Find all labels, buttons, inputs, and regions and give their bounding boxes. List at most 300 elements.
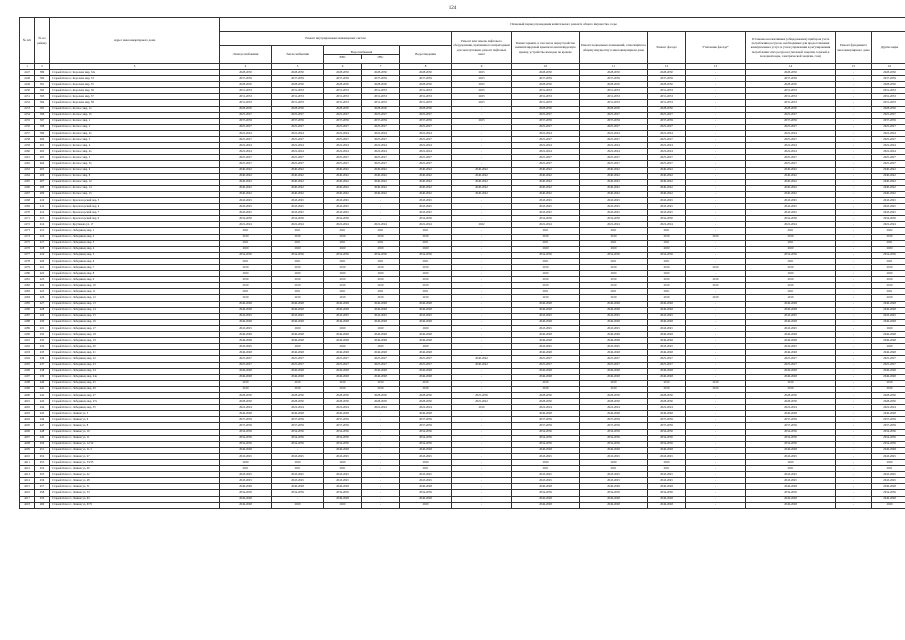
table-cell: - — [836, 411, 872, 417]
table-cell: 2040-2042 — [362, 179, 400, 185]
table-cell: 407 — [35, 179, 50, 185]
table-cell: - — [452, 466, 512, 472]
table-cell: 2046-2048 — [872, 447, 905, 453]
table-cell: 2037-2039 — [872, 423, 905, 429]
table-cell: 2040-2042 — [362, 191, 400, 197]
table-cell: 2020 — [362, 246, 400, 252]
header-roof: Ремонт крыши, в том числе переустройство невентилируемой крыши на вентилируемую крышу, устройство выходов на кровлю — [512, 32, 580, 64]
address-cell: Старый Оскол г, Лебединец мкр, 18 — [50, 332, 220, 338]
table-header — [20, 18, 905, 70]
table-cell: 2025-2027 — [400, 124, 452, 130]
table-cell: 4192 — [20, 344, 35, 350]
table-cell: 2046-2048 — [362, 350, 400, 356]
table-cell: - — [836, 313, 872, 319]
table-cell: 2040-2042 — [872, 167, 905, 173]
table-cell: 2043-2045 — [324, 204, 362, 210]
table-cell: 4195 — [20, 362, 35, 368]
table-cell: 2028-2030 — [648, 106, 686, 112]
table-cell: - — [686, 338, 746, 344]
table-cell: - — [686, 70, 746, 76]
table-cell: 439 — [35, 374, 50, 380]
address-cell: Старый Оскол г, Лебединец мкр, 2 — [50, 234, 220, 240]
table-cell: - — [362, 210, 400, 216]
header-hvs: ХВС — [324, 55, 362, 59]
table-cell: 2019 — [648, 295, 686, 301]
table-cell: 2034-2036 — [512, 216, 580, 222]
table-cell: 2031-2033 — [324, 100, 362, 106]
table-cell: 2040-2042 — [324, 167, 362, 173]
table-cell: 4210 — [20, 453, 35, 459]
table-cell: 4164 — [20, 173, 35, 179]
table-cell: 2028-2030 — [512, 82, 580, 88]
table-cell: 2028-2030 — [400, 70, 452, 76]
table-cell: 2025-2027 — [872, 137, 905, 143]
table-cell: 2043-2045 — [746, 453, 836, 459]
table-cell: 2046-2048 — [324, 368, 362, 374]
table-cell: 2046-2048 — [220, 338, 272, 344]
table-cell: 2043-2045 — [580, 210, 648, 216]
table-cell: 2043-2045 — [272, 210, 324, 216]
table-cell: 2019 — [324, 265, 362, 271]
table-cell: 2040-2042 — [452, 356, 512, 362]
table-cell: 2043-2045 — [220, 472, 272, 478]
table-cell: 454 — [35, 466, 50, 472]
table-cell: 2031-2033 — [872, 94, 905, 100]
table-cell: 403 — [35, 155, 50, 161]
table-cell: 2034-2036 — [512, 435, 580, 441]
table-cell: - — [452, 313, 512, 319]
table-cell: 2046-2048 — [272, 338, 324, 344]
table-cell: 2031-2033 — [580, 100, 648, 106]
table-cell: 2019 — [400, 283, 452, 289]
table-cell: 2046-2048 — [872, 411, 905, 417]
table-cell: 2046-2048 — [648, 319, 686, 325]
table-body — [20, 70, 905, 509]
table-cell: 2021 — [272, 228, 324, 234]
table-cell: 2019 — [272, 386, 324, 392]
header-elevator: Ремонт или замена лифтового оборудования, признанного непригодным для эксплуатации, ремонт лифтовых шахт — [452, 32, 512, 64]
table-cell: 2025-2027 — [362, 356, 400, 362]
table-cell: 2028-2030 — [400, 82, 452, 88]
table-cell: - — [836, 228, 872, 234]
table-cell: - — [836, 161, 872, 167]
table-cell: - — [836, 399, 872, 405]
table-cell: 2019 — [872, 380, 905, 386]
table-cell: 2028-2030 — [324, 106, 362, 112]
table-cell: 2025-2027 — [272, 161, 324, 167]
table-cell: 2025-2027 — [580, 124, 648, 130]
address-cell: Старый Оскол г, Космос мкр, 3 — [50, 137, 220, 143]
table-cell: - — [836, 362, 872, 368]
table-cell: 2021 — [272, 240, 324, 246]
table-cell: 2043-2045 — [512, 313, 580, 319]
table-cell: 2034-2036 — [746, 429, 836, 435]
table-cell: 2019 — [400, 380, 452, 386]
table-cell: 2046-2048 — [220, 307, 272, 313]
table-cell: 2043-2045 — [580, 204, 648, 210]
column-number: 7 — [362, 64, 400, 70]
table-cell: 2022-2024 — [580, 149, 648, 155]
table-cell: 2022-2024 — [580, 222, 648, 228]
table-cell: 2046-2048 — [746, 502, 836, 508]
table-cell: - — [686, 137, 746, 143]
table-cell: - — [836, 319, 872, 325]
table-cell: - — [836, 380, 872, 386]
table-cell: 2023 — [452, 94, 512, 100]
table-cell: 2025-2027 — [324, 112, 362, 118]
table-cell: 2022-2024 — [220, 149, 272, 155]
table-cell: 2020 — [872, 460, 905, 466]
table-cell: - — [452, 155, 512, 161]
table-cell: 2040-2042 — [400, 191, 452, 197]
table-cell: - — [836, 332, 872, 338]
table-cell: 2046-2048 — [648, 374, 686, 380]
table-cell: 2040-2042 — [452, 179, 512, 185]
table-cell: 2025-2027 — [324, 161, 362, 167]
table-cell: 2046-2048 — [512, 319, 580, 325]
table-cell: - — [686, 490, 746, 496]
table-cell: - — [836, 271, 872, 277]
table-cell: 4168 — [20, 197, 35, 203]
table-cell: 430 — [35, 319, 50, 325]
table-cell: 2043-2045 — [512, 204, 580, 210]
table-cell: 2020 — [746, 460, 836, 466]
table-cell: 2037-2039 — [746, 76, 836, 82]
table-cell: - — [686, 197, 746, 203]
table-cell: 458 — [35, 490, 50, 496]
address-cell: Старый Оскол г, Ленина ул, 3 — [50, 411, 220, 417]
table-cell: 2031-2033 — [324, 88, 362, 94]
table-cell: 4161 — [20, 155, 35, 161]
address-cell: Старый Оскол г, Космос мкр, 4а — [50, 149, 220, 155]
table-cell: 2019 — [400, 265, 452, 271]
table-cell: 2025-2027 — [400, 356, 452, 362]
table-cell: 2028-2030 — [362, 392, 400, 398]
table-cell: 2022-2024 — [512, 222, 580, 228]
column-number: 2 — [35, 64, 50, 70]
table-cell: 2046-2048 — [746, 447, 836, 453]
table-cell: 2046-2048 — [512, 332, 580, 338]
table-cell: 2019 — [324, 283, 362, 289]
table-cell: 2025-2027 — [648, 155, 686, 161]
table-cell: 2021 — [648, 466, 686, 472]
table-cell: 404 — [35, 161, 50, 167]
table-cell: 2025-2027 — [648, 112, 686, 118]
table-cell: 2043-2045 — [580, 313, 648, 319]
table-cell: - — [452, 386, 512, 392]
table-cell: 4174 — [20, 234, 35, 240]
table-cell: 2021 — [872, 258, 905, 264]
table-cell: 2025-2027 — [648, 356, 686, 362]
table-cell: 416 — [35, 234, 50, 240]
address-cell: Старый Оскол г, Лебединец мкр, 6 — [50, 258, 220, 264]
table-cell: 2019 — [272, 380, 324, 386]
address-cell: Старый Оскол г, Космос мкр, 15 — [50, 191, 220, 197]
table-cell: 2025-2027 — [872, 161, 905, 167]
table-cell: 2043-2045 — [400, 197, 452, 203]
table-cell: - — [362, 460, 400, 466]
table-cell: 2043-2045 — [512, 197, 580, 203]
table-cell: - — [686, 252, 746, 258]
table-cell: 2040-2042 — [324, 179, 362, 185]
table-cell: 2037-2039 — [272, 417, 324, 423]
table-cell: 2046-2048 — [220, 374, 272, 380]
table-cell: - — [686, 216, 746, 222]
address-cell: Старый Оскол г, Ленина ул, 53 — [50, 490, 220, 496]
table-cell: 397 — [35, 118, 50, 124]
table-cell: 2019 — [324, 386, 362, 392]
table-cell: 2021 — [362, 240, 400, 246]
table-cell: - — [836, 460, 872, 466]
table-cell: 2022-2024 — [324, 130, 362, 136]
table-cell: - — [452, 277, 512, 283]
table-cell: 2025-2027 — [220, 137, 272, 143]
table-cell: - — [686, 130, 746, 136]
table-cell: 2020 — [324, 502, 362, 508]
table-cell: - — [686, 429, 746, 435]
table-cell: - — [686, 478, 746, 484]
table-cell: - — [686, 392, 746, 398]
table-cell: 2028-2030 — [746, 70, 836, 76]
table-cell: 4198 — [20, 380, 35, 386]
table-cell: 2046-2048 — [362, 374, 400, 380]
table-cell: 4186 — [20, 307, 35, 313]
table-cell: 2022-2024 — [220, 143, 272, 149]
table-cell: 2022-2024 — [272, 143, 324, 149]
table-cell: 2034-2036 — [512, 441, 580, 447]
table-cell: 2019 — [272, 277, 324, 283]
address-cell: Старый Оскол г, Королева мкр, 36 — [50, 88, 220, 94]
table-cell: 2046-2048 — [648, 338, 686, 344]
table-cell: 2040-2042 — [400, 173, 452, 179]
address-cell: Старый Оскол г, Лебединец мкр, 23 — [50, 362, 220, 368]
table-cell: 2046-2048 — [648, 368, 686, 374]
table-cell: - — [686, 271, 746, 277]
table-cell: - — [686, 100, 746, 106]
table-cell: - — [686, 325, 746, 331]
table-cell: 2028-2030 — [872, 399, 905, 405]
address-cell: Старый Оскол г, Лебединец мкр, 5 — [50, 252, 220, 258]
table-cell: 394 — [35, 100, 50, 106]
table-cell: 2020 — [324, 246, 362, 252]
column-number: 4 — [220, 64, 272, 70]
table-cell: - — [686, 258, 746, 264]
table-cell: 2022-2024 — [872, 130, 905, 136]
address-cell: Старый Оскол г, Красногорский пер, 7 — [50, 210, 220, 216]
table-cell: 2025-2027 — [324, 155, 362, 161]
table-cell: 2031-2033 — [362, 100, 400, 106]
table-cell: 2028-2030 — [580, 82, 648, 88]
table-cell: 2020 — [872, 325, 905, 331]
table-cell: 2020 — [400, 246, 452, 252]
table-cell: 2046-2048 — [324, 301, 362, 307]
table-cell: - — [452, 137, 512, 143]
table-cell: - — [686, 307, 746, 313]
table-cell: 2028-2030 — [648, 399, 686, 405]
table-cell: 2043-2045 — [648, 325, 686, 331]
table-cell: 2025-2027 — [400, 137, 452, 143]
table-cell: 2040-2042 — [512, 167, 580, 173]
table-cell: 2043-2045 — [648, 197, 686, 203]
table-cell: 2034-2036 — [872, 490, 905, 496]
table-cell: 2043-2045 — [324, 210, 362, 216]
table-cell: 2046-2048 — [746, 319, 836, 325]
table-cell: - — [836, 307, 872, 313]
table-cell: - — [452, 283, 512, 289]
table-cell: 2034-2036 — [872, 441, 905, 447]
table-cell: 2021 — [512, 289, 580, 295]
table-cell: 2022-2024 — [580, 143, 648, 149]
table-cell: 2037-2039 — [220, 76, 272, 82]
table-cell: 2021 — [272, 466, 324, 472]
table-cell: 2019 — [452, 405, 512, 411]
table-cell: 2019 — [580, 295, 648, 301]
table-cell: 2019 — [220, 265, 272, 271]
table-cell: 425 — [35, 289, 50, 295]
table-cell: - — [686, 179, 746, 185]
table-cell: 2025-2027 — [648, 137, 686, 143]
address-cell: Старый Оскол г, Ленина ул, 12/12 — [50, 441, 220, 447]
table-cell: - — [686, 435, 746, 441]
table-cell: 2025-2027 — [512, 362, 580, 368]
table-cell: - — [836, 368, 872, 374]
table-cell: - — [836, 338, 872, 344]
table-cell: - — [686, 502, 746, 508]
table-cell: 2037-2039 — [362, 118, 400, 124]
table-cell: 2022-2024 — [220, 222, 272, 228]
table-cell: 2019 — [580, 380, 648, 386]
table-cell: 2025-2027 — [272, 124, 324, 130]
table-cell: 2028-2030 — [746, 106, 836, 112]
table-cell: 2043-2045 — [400, 478, 452, 484]
table-cell: 2043-2045 — [512, 478, 580, 484]
table-cell: - — [452, 234, 512, 240]
table-cell: 2034-2036 — [580, 441, 648, 447]
table-cell: 2046-2048 — [580, 502, 648, 508]
table-cell: 2034-2036 — [400, 429, 452, 435]
table-cell: 2022-2024 — [362, 149, 400, 155]
table-cell: 2040-2042 — [362, 173, 400, 179]
table-cell: - — [452, 204, 512, 210]
table-cell: 2021 — [746, 228, 836, 234]
table-cell: - — [836, 191, 872, 197]
table-cell: 2025-2027 — [580, 356, 648, 362]
address-cell: Старый Оскол г, Ленина ул, 40 — [50, 466, 220, 472]
table-cell: - — [452, 258, 512, 264]
table-cell: - — [836, 441, 872, 447]
column-number: 8 — [400, 64, 452, 70]
table-cell: 402 — [35, 149, 50, 155]
table-cell: 4180 — [20, 271, 35, 277]
table-cell: 2046-2048 — [220, 301, 272, 307]
table-cell: - — [686, 173, 746, 179]
table-cell: 2046-2048 — [362, 338, 400, 344]
table-cell: 2022-2024 — [324, 143, 362, 149]
table-cell: 2019 — [220, 386, 272, 392]
table-cell: 2031-2033 — [220, 100, 272, 106]
table-cell: 2025-2027 — [872, 362, 905, 368]
table-cell: 2021 — [324, 240, 362, 246]
table-cell: 2043-2045 — [648, 478, 686, 484]
table-cell: 2019 — [220, 295, 272, 301]
address-cell: Старый Оскол г, Лебединец мкр, 35 — [50, 405, 220, 411]
table-cell: 2021 — [400, 289, 452, 295]
table-cell: 2025-2027 — [872, 155, 905, 161]
table-cell: 2034-2036 — [220, 490, 272, 496]
table-cell: - — [362, 423, 400, 429]
table-cell: 410 — [35, 197, 50, 203]
table-cell: - — [362, 453, 400, 459]
table-cell: 2034-2036 — [272, 441, 324, 447]
table-cell: 2037-2039 — [324, 417, 362, 423]
table-cell: - — [836, 252, 872, 258]
table-cell: 2046-2048 — [220, 502, 272, 508]
table-cell: 2021 — [746, 240, 836, 246]
table-cell: 2021 — [580, 240, 648, 246]
table-cell: - — [836, 386, 872, 392]
table-cell: 2037-2039 — [324, 423, 362, 429]
table-cell: 2043-2045 — [580, 344, 648, 350]
table-cell: 4187 — [20, 313, 35, 319]
table-cell: - — [686, 356, 746, 362]
table-cell: 2046-2048 — [272, 484, 324, 490]
table-cell: 2043-2045 — [324, 478, 362, 484]
table-cell: - — [686, 301, 746, 307]
table-cell: 2028-2030 — [324, 392, 362, 398]
table-cell: 2021 — [362, 258, 400, 264]
table-cell: 2046-2048 — [648, 484, 686, 490]
table-cell: 2020 — [512, 271, 580, 277]
table-cell: 2021 — [746, 258, 836, 264]
table-cell: 399 — [35, 130, 50, 136]
table-cell: 4201 — [20, 399, 35, 405]
table-cell: 4179 — [20, 265, 35, 271]
table-cell: - — [452, 441, 512, 447]
address-cell: Старый Оскол г, Лебединец мкр, 21 — [50, 350, 220, 356]
table-cell: 2021 — [872, 289, 905, 295]
address-cell: Старый Оскол г, Лебединец мкр, 10 — [50, 283, 220, 289]
table-cell: 4200 — [20, 392, 35, 398]
address-cell: Старый Оскол г, Ленина ул, 21/1 — [50, 447, 220, 453]
table-cell: 452 — [35, 453, 50, 459]
table-cell: 2046-2048 — [400, 496, 452, 502]
table-cell: 2040-2042 — [324, 173, 362, 179]
table-cell: 2031-2033 — [648, 88, 686, 94]
table-cell: 2034-2036 — [220, 216, 272, 222]
table-cell: 2040-2042 — [872, 191, 905, 197]
table-cell: 2034-2036 — [580, 216, 648, 222]
table-cell: 2021 — [580, 228, 648, 234]
table-cell: 2025-2027 — [872, 124, 905, 130]
table-cell: 2040-2042 — [220, 167, 272, 173]
table-cell: 427 — [35, 301, 50, 307]
table-cell: 445 — [35, 411, 50, 417]
table-cell: 2019 — [872, 283, 905, 289]
table-cell: 2037-2039 — [512, 76, 580, 82]
table-cell: 2020 — [272, 344, 324, 350]
table-cell: 2025-2027 — [220, 112, 272, 118]
table-cell: 2023 — [452, 118, 512, 124]
table-cell: 429 — [35, 313, 50, 319]
table-cell: 2037-2039 — [272, 76, 324, 82]
table-cell: 2034-2036 — [324, 216, 362, 222]
table-cell: 2028-2030 — [648, 70, 686, 76]
table-cell: 2025-2027 — [580, 112, 648, 118]
table-cell: 2019 — [400, 234, 452, 240]
table-cell: - — [452, 112, 512, 118]
table-cell: 2043-2045 — [580, 325, 648, 331]
table-cell: 2034-2036 — [220, 435, 272, 441]
